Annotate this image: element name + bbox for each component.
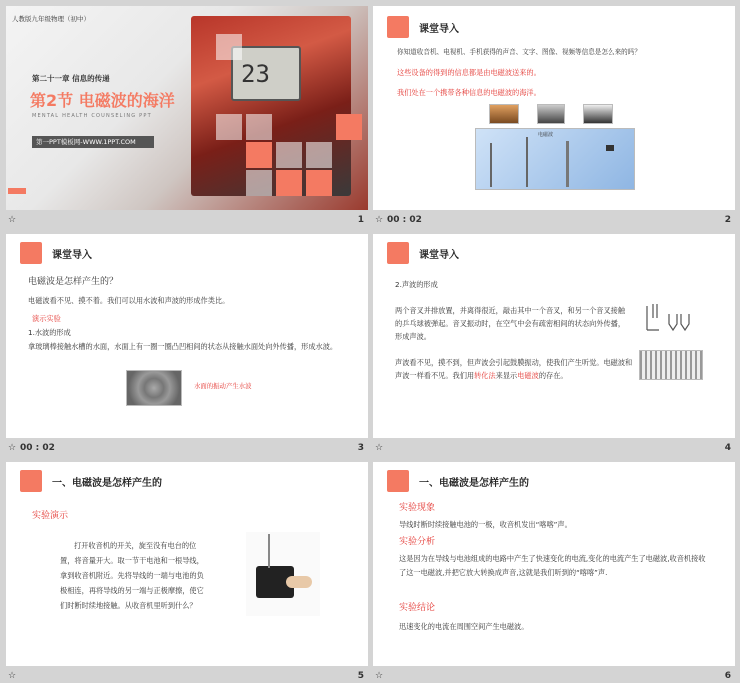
phone-image	[583, 104, 613, 124]
tile	[246, 114, 272, 140]
slide-status-bar	[6, 210, 368, 230]
slide-thumbnail-6[interactable]	[373, 462, 735, 683]
slide-canvas	[6, 462, 368, 666]
sub-heading: 1.水波的形成	[28, 328, 71, 337]
slide-heading: 课堂导入	[52, 250, 92, 261]
accent-bar	[8, 188, 26, 194]
text-line: 我们处在一个携带各种信息的电磁波的海洋。	[397, 88, 541, 97]
heading-marker	[387, 16, 409, 38]
slide-number: 1	[357, 215, 364, 225]
slide-status-bar	[6, 438, 368, 458]
subtitle: MENTAL HEALTH COUNSELING PPT	[32, 113, 152, 119]
paragraph: 声波看不见，摸不到，但声波会引起鼓膜振动，使我们产生听觉。电磁波和声波一样看不见。我们用转化法来显示电磁波的存在。	[395, 358, 633, 380]
tile	[216, 114, 242, 140]
slide-heading: 课堂导入	[419, 24, 459, 35]
slide-number: 5	[357, 671, 364, 681]
slide-thumbnail-3[interactable]	[6, 234, 368, 458]
slide-number: 6	[724, 671, 731, 681]
transition-time: 00 : 02	[387, 215, 422, 225]
slide-heading: 一、电磁波是怎样产生的	[419, 478, 529, 489]
slide-thumbnail-2[interactable]	[373, 6, 735, 230]
slide-thumbnail-1[interactable]	[6, 6, 368, 230]
slide-status-bar	[373, 210, 735, 230]
heading-marker	[20, 242, 42, 264]
slide-canvas	[373, 462, 735, 666]
slide-title: 第2节 电磁波的海洋	[30, 91, 175, 110]
slide-status-bar	[373, 438, 735, 458]
radio-image	[489, 104, 519, 124]
text-line: 这些设备的得到的信息都是由电磁波送来的。	[397, 68, 541, 77]
star-icon[interactable]: ☆	[375, 215, 384, 225]
tile	[246, 142, 272, 168]
slide-number: 4	[724, 443, 731, 453]
water-wave-image	[126, 370, 182, 406]
tile	[216, 34, 242, 60]
demo-label: 演示实验	[32, 314, 61, 323]
tile	[336, 114, 362, 140]
section-label: 实验分析	[399, 537, 436, 547]
tuning-fork-image	[643, 300, 695, 334]
slide-status-bar	[6, 666, 368, 683]
slide-number: 3	[357, 443, 364, 453]
slide-canvas	[6, 6, 368, 210]
slide-status-bar	[373, 666, 735, 683]
slide-canvas	[373, 6, 735, 210]
sub-heading: 2.声波的形成	[395, 280, 438, 289]
star-icon[interactable]: ☆	[8, 671, 17, 681]
section-label: 实验结论	[399, 603, 436, 613]
text-line: 你知道收音机、电视机、手机获得的声音、文字、图像、视频等信息是怎么来的吗？	[397, 48, 641, 56]
paragraph: 导线时断时续接触电池的一极，收音机发出“喀喀”声。	[399, 520, 572, 529]
text-line: 电磁波看不见、摸不着。我们可以用水波和声波的形成作类比。	[28, 296, 230, 305]
antenna-towers-image: 电磁波	[475, 128, 635, 190]
image-caption: 水面的振动产生水波	[194, 382, 252, 390]
paragraph: 拿玻璃棒接触水槽的水面，水面上有一圈一圈凸凹相间的状态从接触水面处向外传播，形成水波。	[28, 342, 338, 351]
section-label: 实验现象	[399, 503, 436, 513]
sound-wave-image	[639, 350, 703, 380]
slide-thumbnail-5[interactable]	[6, 462, 368, 683]
tile	[276, 170, 302, 196]
demo-label: 实验演示	[32, 511, 69, 521]
paragraph: 这是因为在导线与电池组成的电路中产生了快速变化的电流,变化的电流产生了电磁波,收音机接收了这一电磁波,并把它放大转换成声音,这就是我们听到的“喀喀”声.	[399, 554, 706, 577]
tv-image	[537, 104, 565, 124]
heading-marker	[20, 470, 42, 492]
tile	[306, 170, 332, 196]
paragraph: 两个音叉并排放置，并离得很近，敲击其中一个音叉，和另一个音叉接触的乒乓球被弹起。音叉振动时，在空气中会有疏密相间的状态向外传播，形成声波。	[395, 306, 626, 341]
star-icon[interactable]: ☆	[8, 215, 17, 225]
paragraph: 打开收音机的开关，旋至没有电台的位置，将音量开大。取一节干电池和一根导线，拿到收音机附近。先将导线的一端与电池的负极相连，再将导线的另一端与正极摩擦，使它们时断时续地接触。从收音机里听到什么？	[60, 541, 204, 610]
paragraph: 迅速变化的电流在周围空间产生电磁波。	[399, 622, 529, 631]
heading-marker	[387, 242, 409, 264]
slide-heading: 课堂导入	[419, 250, 459, 261]
slide-canvas	[373, 234, 735, 438]
site-badge: 第一PPT模板网-WWW.1PPT.COM	[32, 136, 154, 148]
slide-heading: 一、电磁波是怎样产生的	[52, 478, 162, 489]
transition-time: 00 : 02	[20, 443, 55, 453]
tile	[276, 142, 302, 168]
multimeter-photo	[191, 16, 351, 196]
tile	[246, 170, 272, 196]
slide-canvas	[6, 234, 368, 438]
tile	[306, 142, 332, 168]
grade-label: 人教版九年级物理（初中）	[12, 15, 90, 23]
star-icon[interactable]: ☆	[375, 671, 384, 681]
question-text: 电磁波是怎样产生的？	[28, 277, 119, 287]
slide-thumbnail-4[interactable]	[373, 234, 735, 458]
radio-experiment-image	[246, 532, 320, 616]
meter-display: 23	[231, 46, 301, 101]
star-icon[interactable]: ☆	[375, 443, 384, 453]
slide-number: 2	[724, 215, 731, 225]
chapter-label: 第二十一章 信息的传递	[32, 74, 110, 83]
star-icon[interactable]: ☆	[8, 443, 17, 453]
heading-marker	[387, 470, 409, 492]
